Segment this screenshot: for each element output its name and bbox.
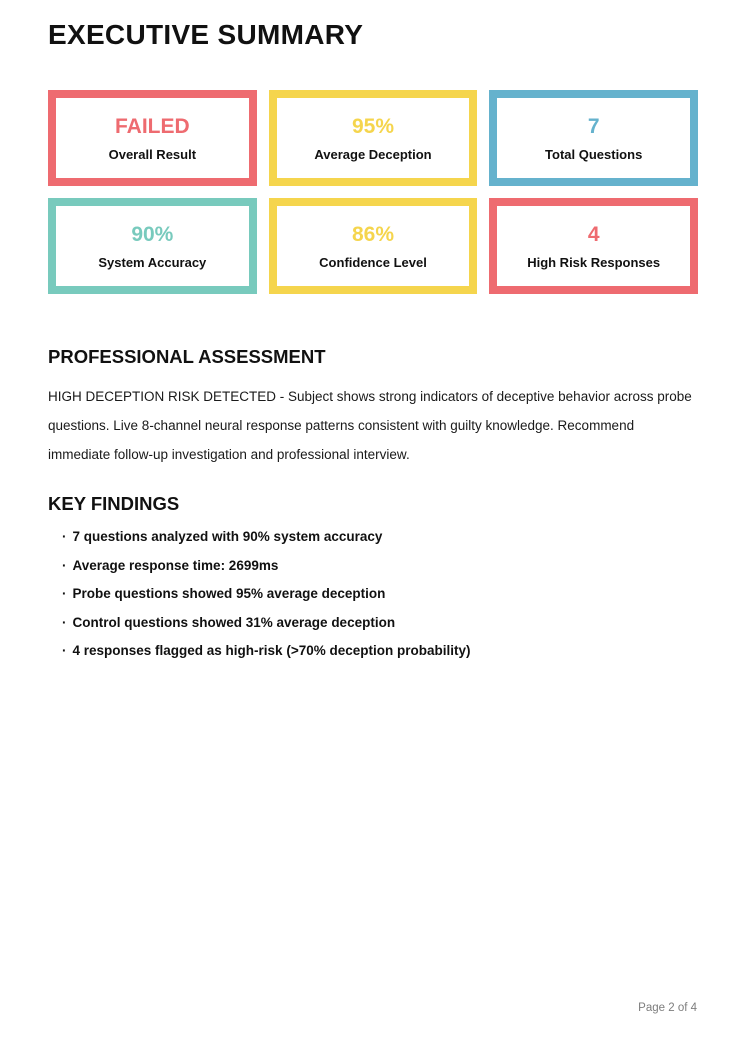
finding-text: 7 questions analyzed with 90% system accuracy — [72, 529, 383, 544]
page-title: EXECUTIVE SUMMARY — [48, 19, 364, 50]
findings-heading: KEY FINDINGS — [48, 493, 180, 514]
stat-value: 7 — [587, 114, 600, 138]
assessment-body: HIGH DECEPTION RISK DETECTED - Subject shows strong indicators of deceptive behavior across probe questions. Live 8-channel neural response patterns consistent with guilty knowledge. Recommend immediate follow-up investigation and professional interview. — [48, 389, 692, 462]
stat-cards-grid — [48, 90, 698, 294]
stat-label: Average Deception — [314, 146, 432, 162]
finding-text: Probe questions showed 95% average deception — [72, 586, 386, 601]
stat-label: Confidence Level — [319, 254, 427, 270]
finding-item — [62, 586, 698, 602]
finding-text: Average response time: 2699ms — [72, 557, 279, 573]
stat-value: 95% — [351, 114, 394, 138]
stat-value: FAILED — [114, 114, 190, 138]
stat-card — [269, 90, 478, 186]
finding-item — [62, 558, 698, 574]
findings-list — [48, 529, 698, 659]
bullet-icon: · — [62, 614, 67, 630]
stat-card — [489, 198, 698, 294]
bullet-icon: · — [62, 586, 67, 601]
finding-item — [62, 529, 698, 545]
assessment-heading: PROFESSIONAL ASSESSMENT — [48, 346, 326, 367]
stat-label: High Risk Responses — [527, 254, 661, 270]
stat-card — [48, 90, 257, 186]
stat-value: 90% — [131, 222, 174, 246]
finding-item — [62, 643, 698, 659]
stat-card — [489, 90, 698, 186]
stat-label: Total Questions — [545, 146, 643, 162]
finding-text: 4 responses flagged as high-risk (>70% deception probability) — [72, 643, 471, 658]
stat-label: Overall Result — [108, 146, 197, 162]
stat-value: 86% — [351, 222, 394, 246]
bullet-icon: · — [62, 643, 67, 658]
bullet-icon: · — [62, 557, 67, 573]
stat-label: System Accuracy — [98, 254, 207, 270]
stat-card — [269, 198, 478, 294]
stat-value: 4 — [587, 222, 600, 246]
finding-item — [62, 615, 698, 631]
page-number: Page 2 of 4 — [638, 1002, 697, 1014]
bullet-icon: · — [62, 529, 67, 544]
finding-text: Control questions showed 31% average deception — [72, 614, 396, 630]
stat-card — [48, 198, 257, 294]
